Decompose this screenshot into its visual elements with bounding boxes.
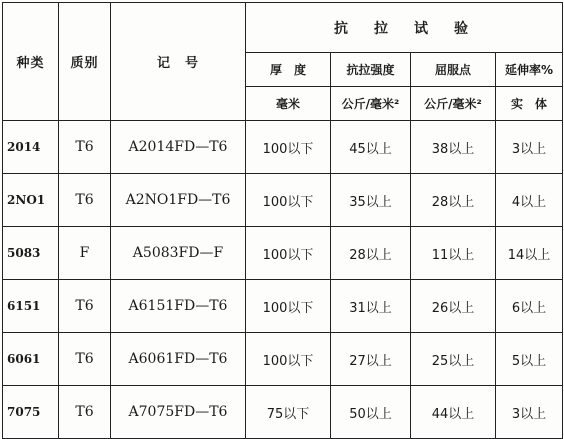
header-yield-bottom: 公斤/毫米²: [411, 87, 496, 121]
cell-elongation: 3以上: [496, 386, 563, 439]
cell-kind: 2NO1: [3, 174, 59, 227]
cell-elongation: 6以上: [496, 280, 563, 333]
header-kind: 种类: [3, 3, 59, 121]
cell-code: A2014FD—T6: [111, 121, 246, 174]
cell-code: A6061FD—T6: [111, 333, 246, 386]
cell-tensile: 50以上: [331, 386, 411, 439]
table-row: [3, 174, 563, 227]
cell-tensile: 28以上: [331, 227, 411, 280]
cell-yield: 38以上: [411, 121, 496, 174]
header-thickness-top: 厚 度: [246, 53, 331, 87]
cell-tensile: 31以上: [331, 280, 411, 333]
header-tensile-top: 抗拉强度: [331, 53, 411, 87]
table-row: [3, 280, 563, 333]
cell-elongation: 3以上: [496, 121, 563, 174]
cell-code: A6151FD—T6: [111, 280, 246, 333]
cell-thickness: 100以下: [246, 227, 331, 280]
cell-tensile: 27以上: [331, 333, 411, 386]
table-row: [3, 227, 563, 280]
table-row: [3, 333, 563, 386]
cell-elongation: 14以上: [496, 227, 563, 280]
cell-yield: 26以上: [411, 280, 496, 333]
cell-thickness: 100以下: [246, 174, 331, 227]
cell-elongation: 4以上: [496, 174, 563, 227]
cell-yield: 11以上: [411, 227, 496, 280]
cell-yield: 25以上: [411, 333, 496, 386]
cell-thickness: 75以下: [246, 386, 331, 439]
cell-tensile: 35以上: [331, 174, 411, 227]
cell-tensile: 45以上: [331, 121, 411, 174]
cell-code: A5083FD—F: [111, 227, 246, 280]
table-row: [3, 121, 563, 174]
cell-temper: T6: [59, 333, 111, 386]
cell-yield: 28以上: [411, 174, 496, 227]
cell-temper: T6: [59, 174, 111, 227]
cell-yield: 44以上: [411, 386, 496, 439]
cell-temper: T6: [59, 280, 111, 333]
cell-temper: T6: [59, 121, 111, 174]
header-thickness-bottom: 毫米: [246, 87, 331, 121]
cell-elongation: 5以上: [496, 333, 563, 386]
header-elong-bottom: 实 体: [496, 87, 563, 121]
header-yield-top: 屈服点: [411, 53, 496, 87]
header-elong-top: 延伸率%: [496, 53, 563, 87]
cell-kind: 2014: [3, 121, 59, 174]
cell-thickness: 100以下: [246, 333, 331, 386]
tensile-test-table: [2, 2, 563, 439]
cell-code: A2NO1FD—T6: [111, 174, 246, 227]
header-temper: 质别: [59, 3, 111, 121]
header-code: 记 号: [111, 3, 246, 121]
cell-kind: 6061: [3, 333, 59, 386]
cell-kind: 6151: [3, 280, 59, 333]
header-tensile-bottom: 公斤/毫米²: [331, 87, 411, 121]
cell-thickness: 100以下: [246, 121, 331, 174]
cell-kind: 7075: [3, 386, 59, 439]
cell-kind: 5083: [3, 227, 59, 280]
cell-temper: T6: [59, 386, 111, 439]
table-row: [3, 386, 563, 439]
cell-code: A7075FD—T6: [111, 386, 246, 439]
header-tensile-test: 抗 拉 试 验: [246, 3, 563, 53]
cell-thickness: 100以下: [246, 280, 331, 333]
cell-temper: F: [59, 227, 111, 280]
